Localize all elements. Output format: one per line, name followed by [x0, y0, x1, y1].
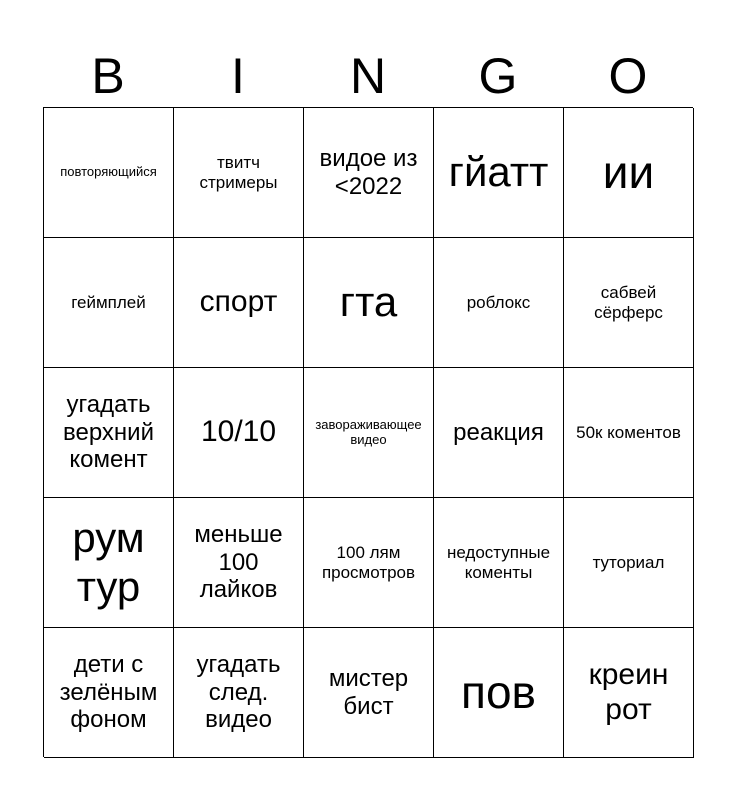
bingo-cell[interactable] — [564, 368, 694, 498]
cell-text: реакция — [453, 418, 544, 446]
cell-text: 100 лям просмотров — [321, 542, 416, 582]
cell-text: 10/10 — [200, 415, 277, 449]
cell-text: рум тур — [72, 514, 145, 610]
bingo-cell[interactable] — [174, 238, 304, 368]
cell-text: видое из <2022 — [319, 144, 418, 200]
header-letter-b: B — [91, 48, 125, 104]
cell-text: пов — [461, 666, 536, 719]
cell-text: сабвей сёрферс — [594, 282, 663, 322]
bingo-cell[interactable] — [434, 368, 564, 498]
bingo-cell[interactable] — [434, 238, 564, 368]
cell-text: дети с зелёным фоном — [59, 651, 158, 734]
cell-text: креин рот — [588, 658, 669, 726]
header-letter-o: O — [608, 48, 648, 104]
bingo-cell[interactable] — [44, 108, 174, 238]
bingo-cell[interactable] — [434, 628, 564, 758]
cell-text: гта — [339, 278, 398, 326]
cell-text: угадать след. видео — [196, 651, 281, 734]
cell-text: недоступные коменты — [446, 542, 551, 582]
cell-text: мистер бист — [328, 664, 409, 720]
bingo-cell[interactable] — [174, 498, 304, 628]
bingo-cell[interactable] — [434, 108, 564, 238]
cell-text: угадать верхний комент — [63, 391, 154, 474]
bingo-cell[interactable] — [44, 498, 174, 628]
bingo-header — [43, 44, 693, 108]
bingo-cell[interactable] — [304, 498, 434, 628]
cell-text: спорт — [199, 285, 278, 319]
bingo-cell[interactable] — [564, 628, 694, 758]
cell-text: геймплей — [71, 292, 146, 312]
cell-text: роблокс — [466, 292, 531, 312]
header-letter-g: G — [478, 48, 518, 104]
bingo-cell[interactable] — [174, 628, 304, 758]
bingo-cell[interactable] — [304, 628, 434, 758]
cell-text: меньше 100 лайков — [194, 521, 283, 604]
header-letter-n: N — [349, 48, 387, 104]
bingo-cell[interactable] — [564, 238, 694, 368]
cell-text: гйатт — [448, 148, 549, 196]
bingo-cell[interactable] — [174, 108, 304, 238]
cell-text: твитч стримеры — [199, 152, 278, 192]
bingo-cell[interactable] — [304, 368, 434, 498]
bingo-cell[interactable] — [434, 498, 564, 628]
cell-text: туториал — [592, 552, 665, 572]
bingo-cell[interactable] — [564, 498, 694, 628]
bingo-cell[interactable] — [174, 368, 304, 498]
bingo-board — [43, 107, 693, 757]
bingo-cell[interactable] — [44, 368, 174, 498]
cell-text: 50к коментов — [576, 422, 681, 442]
cell-text: ии — [602, 146, 655, 199]
bingo-cell[interactable] — [44, 628, 174, 758]
bingo-cell[interactable] — [304, 108, 434, 238]
header-letter-i: I — [231, 48, 245, 104]
bingo-cell[interactable] — [44, 238, 174, 368]
bingo-cell[interactable] — [304, 238, 434, 368]
bingo-cell[interactable] — [564, 108, 694, 238]
cell-text: повторяющийся — [60, 164, 157, 180]
cell-text: завораживающее видео — [315, 416, 422, 447]
